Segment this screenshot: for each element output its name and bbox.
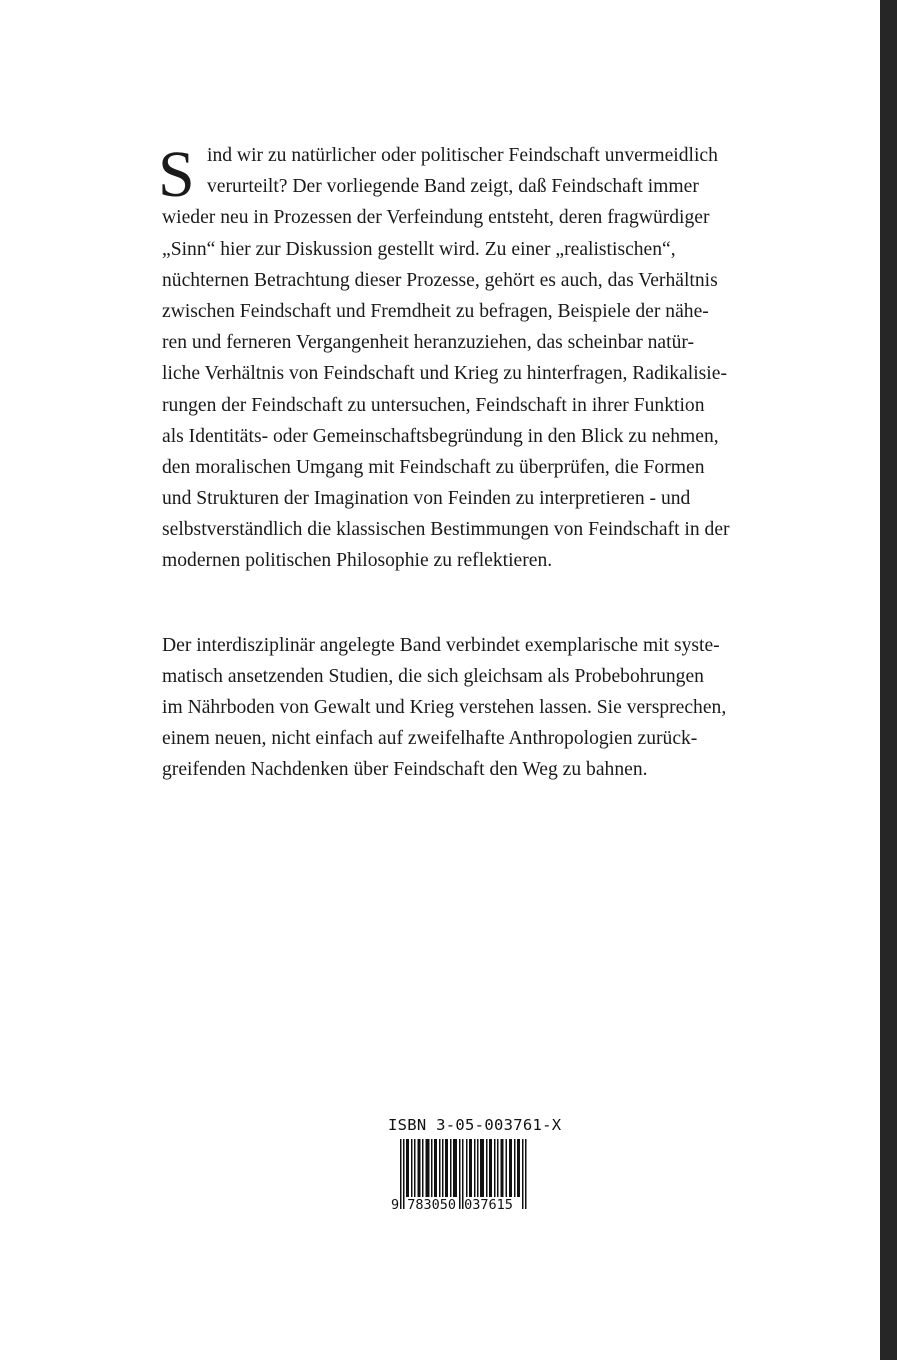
paragraph-1 — [162, 140, 762, 577]
text-line: einem neuen, nicht einfach auf zweifelhafte Anthropologien zurück- — [162, 728, 698, 750]
text-line: verurteilt? Der vorliegende Band zeigt, daß Feindschaft immer — [207, 176, 699, 198]
text-line: ind wir zu natürlicher oder politischer Feindschaft unvermeidlich — [207, 145, 718, 166]
text-line: zwischen Feindschaft und Fremdheit zu befragen, Beispiele der nähe- — [162, 300, 709, 322]
paragraph-2 — [162, 630, 762, 786]
text-line: nüchternen Betrachtung dieser Prozesse, gehört es auch, das Verhältnis — [162, 269, 718, 291]
text-line: „Sinn“ hier zur Diskussion gestellt wird. Zu einer „realistischen“, — [162, 238, 676, 260]
text-line: den moralischen Umgang mit Feindschaft zu überprüfen, die Formen — [162, 456, 705, 478]
spine-edge — [880, 0, 897, 1360]
text-line: liche Verhältnis von Feindschaft und Krieg zu hinterfragen, Radikalisie- — [162, 363, 727, 385]
text-line: modernen politischen Philosophie zu reflektieren. — [162, 550, 553, 572]
blurb-text — [158, 138, 762, 786]
text-line: Der interdisziplinär angelegte Band verbindet exemplarische mit syste- — [162, 634, 720, 656]
isbn-label: ISBN 3-05-003761-X — [388, 1116, 562, 1134]
text-line: rungen der Feindschaft zu untersuchen, Feindschaft in ihrer Funktion — [162, 394, 705, 416]
text-line: ren und ferneren Vergangenheit heranzuziehen, das scheinbar natür- — [162, 332, 695, 354]
text-line: als Identitäts- oder Gemeinschaftsbegründung in den Blick zu nehmen, — [162, 425, 719, 447]
paragraph-gap — [162, 577, 762, 630]
text-line: wieder neu in Prozessen der Verfeindung entsteht, deren fragwürdiger — [162, 207, 710, 229]
text-line: selbstverständlich die klassischen Bestimmungen von Feindschaft in der — [162, 519, 730, 541]
text-line: matisch ansetzenden Studien, die sich gleichsam als Probebohrungen — [162, 665, 704, 687]
drop-cap: S — [158, 138, 195, 211]
text-line: und Strukturen der Imagination von Feinden zu interpretieren - und — [162, 488, 691, 510]
text-line: im Nährboden von Gewalt und Krieg verstehen lassen. Sie versprechen, — [162, 697, 727, 718]
ean-digits: 9 783050 037615 — [391, 1197, 513, 1213]
text-line: greifenden Nachdenken über Feindschaft den Weg zu bahnen. — [162, 759, 648, 781]
